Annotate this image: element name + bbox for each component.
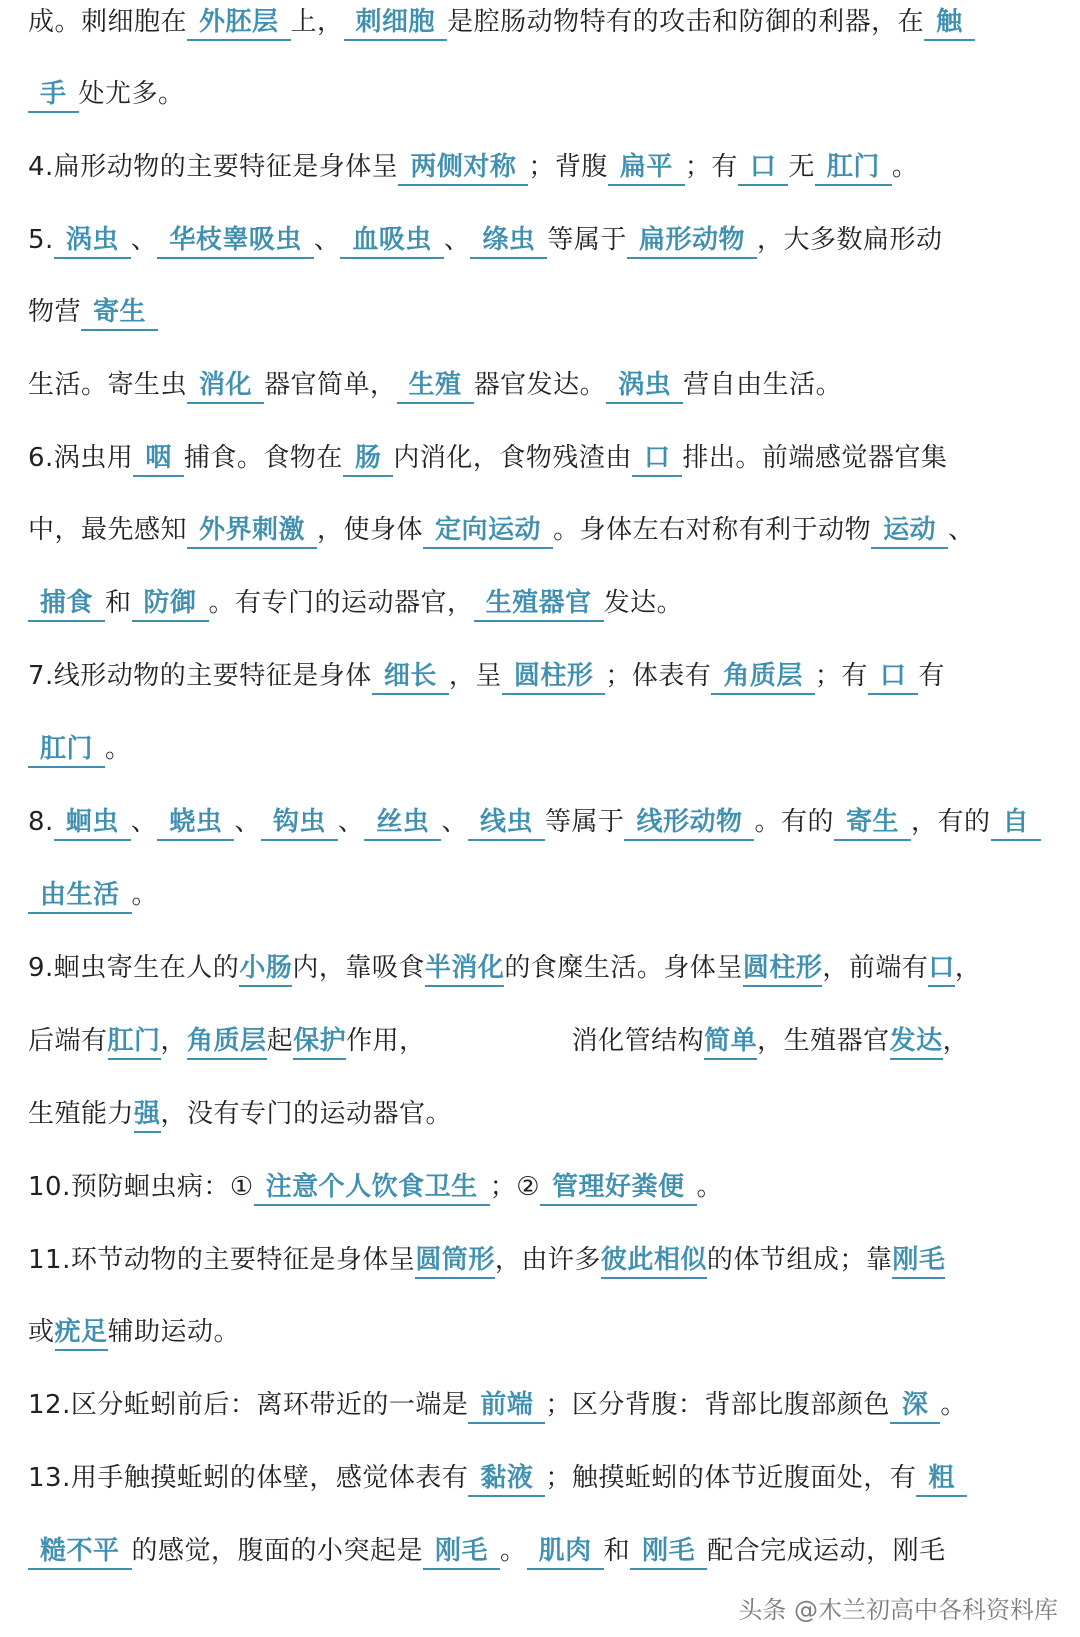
text-line xyxy=(28,656,1058,696)
answer-blank: 前端 xyxy=(468,1388,545,1424)
answer-blank: 生殖器官 xyxy=(474,586,604,622)
text-segment: 排出。前端感觉器官集 xyxy=(682,443,948,473)
answer-inline: 半消化 xyxy=(425,951,505,987)
answer-blank: 扁形动物 xyxy=(627,223,757,259)
watermark: 头条 @木兰初高中各科资料库 xyxy=(738,1596,1058,1624)
text-segment: 作用， 消化管结构 xyxy=(346,1026,705,1056)
text-segment: ；有 xyxy=(814,661,868,691)
answer-blank: 刚毛 xyxy=(630,1534,707,1570)
text-segment: 等属于 xyxy=(544,807,625,837)
text-segment: 内消化，食物残渣由 xyxy=(393,443,632,473)
text-line xyxy=(28,1167,1058,1207)
text-line xyxy=(28,1021,1058,1061)
answer-blank: 钩虫 xyxy=(261,805,338,841)
answer-blank: 圆柱形 xyxy=(502,659,606,695)
text-segment: 9.蛔虫寄生在人的 xyxy=(28,953,240,983)
answer-blank: 华枝睾吸虫 xyxy=(157,223,314,259)
text-segment: 、 xyxy=(443,225,471,255)
text-line xyxy=(28,729,1058,769)
text-segment: 的食糜生活。身体呈 xyxy=(504,953,743,983)
text-segment: 是腔肠动物特有的攻击和防御的利器，在 xyxy=(447,7,925,37)
text-segment: 内，靠吸食 xyxy=(292,953,425,983)
answer-blank: 消化 xyxy=(187,368,264,404)
text-line xyxy=(28,1312,1058,1352)
answer-blank: 管理好粪便 xyxy=(540,1170,697,1206)
text-segment: 无 xyxy=(788,152,815,182)
text-line xyxy=(28,1240,1058,1280)
answer-blank: 触 xyxy=(924,5,975,41)
answer-blank: 丝虫 xyxy=(364,805,441,841)
text-segment: 、 xyxy=(337,807,365,837)
answer-blank: 涡虫 xyxy=(54,223,131,259)
text-segment: 生活。寄生虫 xyxy=(28,370,188,400)
text-segment: 发达。 xyxy=(603,588,684,618)
text-segment: 成。刺细胞在 xyxy=(28,7,188,37)
answer-blank: 外胚层 xyxy=(187,5,291,41)
text-line xyxy=(28,510,1058,550)
text-line xyxy=(28,147,1058,187)
text-segment: 、 xyxy=(130,225,158,255)
text-segment: ；体表有 xyxy=(605,661,712,691)
text-line xyxy=(28,802,1058,842)
text-segment: ，前端有 xyxy=(822,953,929,983)
answer-blank: 捕食 xyxy=(28,586,105,622)
answer-inline: 圆柱形 xyxy=(743,951,823,987)
text-segment: 。身体左右对称有利于动物 xyxy=(553,515,872,545)
answer-blank: 蛲虫 xyxy=(157,805,234,841)
text-segment: 的感觉，腹面的小突起是 xyxy=(131,1536,424,1566)
answer-inline: 疣足 xyxy=(55,1315,108,1351)
text-segment: ， xyxy=(954,953,982,983)
text-segment: 5. xyxy=(28,225,54,255)
answer-blank: 刺细胞 xyxy=(344,5,448,41)
text-segment: ，没有专门的运动器官。 xyxy=(160,1099,453,1129)
answer-blank: 肛门 xyxy=(815,150,892,186)
answer-blank: 肌肉 xyxy=(527,1534,604,1570)
text-segment: ，使身体 xyxy=(317,515,424,545)
text-line xyxy=(28,1094,1058,1134)
answer-blank: 肛门 xyxy=(28,732,105,768)
text-line xyxy=(28,365,1058,405)
answer-blank: 自 xyxy=(991,805,1042,841)
text-segment: ， xyxy=(942,1026,970,1056)
text-line xyxy=(28,875,1058,915)
text-line xyxy=(28,1458,1058,1498)
answer-blank: 寄生 xyxy=(81,295,158,331)
text-segment: 7.线形动物的主要特征是身体 xyxy=(28,661,372,691)
answer-blank: 生殖 xyxy=(397,368,474,404)
text-segment: 物营 xyxy=(28,297,82,327)
text-segment: ；触摸蚯蚓的体节近腹面处，有 xyxy=(545,1463,917,1493)
answer-blank: 口 xyxy=(632,441,683,477)
text-line xyxy=(28,74,1058,114)
text-segment: ，由许多 xyxy=(494,1245,601,1275)
text-line xyxy=(28,438,1058,478)
answer-inline: 保护 xyxy=(293,1024,346,1060)
text-segment: 辅助运动。 xyxy=(107,1317,241,1347)
answer-blank: 定向运动 xyxy=(423,513,553,549)
answer-blank: 注意个人饮食卫生 xyxy=(254,1170,490,1206)
text-segment: ， xyxy=(160,1026,188,1056)
text-line xyxy=(28,2,1058,42)
text-segment: 器官简单， xyxy=(264,370,397,400)
answer-blank: 口 xyxy=(738,150,789,186)
text-segment: 。有专门的运动器官， xyxy=(208,588,474,618)
text-segment: 捕食。食物在 xyxy=(183,443,343,473)
text-segment: 6.涡虫用 xyxy=(28,443,134,473)
answer-inline: 发达 xyxy=(890,1024,943,1060)
text-line xyxy=(28,1531,1058,1571)
answer-blank: 角质层 xyxy=(711,659,815,695)
answer-inline: 刚毛 xyxy=(892,1243,945,1279)
answer-blank: 咽 xyxy=(133,441,184,477)
text-segment: 营自由生活。 xyxy=(683,370,843,400)
text-segment: 13.用手触摸蚯蚓的体壁，感觉体表有 xyxy=(28,1463,469,1493)
text-segment: ；背腹 xyxy=(528,152,608,182)
text-segment: 或 xyxy=(28,1317,55,1347)
text-segment: 后端有 xyxy=(28,1026,108,1056)
text-segment: ，呈 xyxy=(448,661,502,691)
answer-blank: 深 xyxy=(890,1388,941,1424)
text-segment: 、 xyxy=(948,515,975,545)
answer-blank: 细长 xyxy=(372,659,449,695)
answer-inline: 小肠 xyxy=(239,951,292,987)
answer-blank: 寄生 xyxy=(834,805,911,841)
text-segment: 和 xyxy=(105,588,132,618)
text-line xyxy=(28,220,1058,260)
answer-blank: 口 xyxy=(868,659,919,695)
answer-blank: 刚毛 xyxy=(423,1534,500,1570)
text-segment: 、 xyxy=(313,225,341,255)
text-segment: 和 xyxy=(603,1536,631,1566)
answer-blank: 线虫 xyxy=(468,805,545,841)
answer-inline: 肛门 xyxy=(108,1024,161,1060)
text-segment: 上， xyxy=(290,7,344,37)
answer-blank: 由生活 xyxy=(28,878,132,914)
answer-inline: 彼此相似 xyxy=(601,1243,707,1279)
text-segment: 12.区分蚯蚓前后：离环带近的一端是 xyxy=(28,1390,469,1420)
text-segment: 。 xyxy=(500,1536,527,1566)
text-segment: 、 xyxy=(130,807,158,837)
answer-inline: 圆筒形 xyxy=(415,1243,495,1279)
text-segment: 。 xyxy=(131,880,159,910)
answer-blank: 外界刺激 xyxy=(187,513,317,549)
answer-inline: 角质层 xyxy=(187,1024,267,1060)
text-segment: ，有的 xyxy=(911,807,991,837)
answer-blank: 黏液 xyxy=(468,1461,545,1497)
text-segment: 生殖能力 xyxy=(28,1099,135,1129)
text-line xyxy=(28,948,1058,988)
answer-blank: 蛔虫 xyxy=(54,805,131,841)
text-segment: ；区分背腹：背部比腹部颜色 xyxy=(545,1390,890,1420)
answer-blank: 线形动物 xyxy=(624,805,754,841)
text-segment: ；② xyxy=(489,1172,540,1202)
text-segment: 中，最先感知 xyxy=(28,515,188,545)
text-segment: 配合完成运动，刚毛 xyxy=(707,1536,946,1566)
answer-inline: 强 xyxy=(134,1097,161,1133)
answer-inline: 简单 xyxy=(704,1024,757,1060)
answer-blank: 防御 xyxy=(132,586,209,622)
answer-blank: 血吸虫 xyxy=(340,223,444,259)
text-segment: 起 xyxy=(266,1026,294,1056)
text-segment: 、 xyxy=(234,807,261,837)
text-line xyxy=(28,1385,1058,1425)
answer-blank: 粗 xyxy=(916,1461,967,1497)
text-segment: 10.预防蛔虫病：① xyxy=(28,1172,254,1202)
text-segment: 等属于 xyxy=(547,225,627,255)
text-segment: ，大多数扁形动 xyxy=(756,225,943,255)
text-segment: 11.环节动物的主要特征是身体呈 xyxy=(28,1245,416,1275)
answer-blank: 涡虫 xyxy=(606,368,683,404)
answer-blank: 肠 xyxy=(343,441,394,477)
answer-blank: 两侧对称 xyxy=(398,150,528,186)
text-segment: 的体节组成；靠 xyxy=(706,1245,893,1275)
text-segment: 。 xyxy=(696,1172,724,1202)
answer-blank: 扁平 xyxy=(608,150,685,186)
text-segment: ，生殖器官 xyxy=(757,1026,890,1056)
text-segment: 8. xyxy=(28,807,54,837)
text-segment: 、 xyxy=(441,807,468,837)
answer-blank: 手 xyxy=(28,77,79,113)
text-segment: 。 xyxy=(940,1390,967,1420)
text-segment: 有 xyxy=(918,661,945,691)
text-line xyxy=(28,292,1058,332)
text-segment: 。 xyxy=(105,734,132,764)
text-segment: 器官发达。 xyxy=(473,370,607,400)
text-segment: ；有 xyxy=(684,152,738,182)
answer-inline: 口 xyxy=(928,951,955,987)
text-segment: 。有的 xyxy=(754,807,834,837)
answer-blank: 运动 xyxy=(871,513,948,549)
text-segment: 4.扁形动物的主要特征是身体呈 xyxy=(28,152,399,182)
answer-blank: 绦虫 xyxy=(470,223,547,259)
text-segment: 处尤多。 xyxy=(78,79,185,109)
text-segment: 。 xyxy=(891,152,919,182)
text-line xyxy=(28,583,1058,623)
answer-blank: 糙不平 xyxy=(28,1534,132,1570)
